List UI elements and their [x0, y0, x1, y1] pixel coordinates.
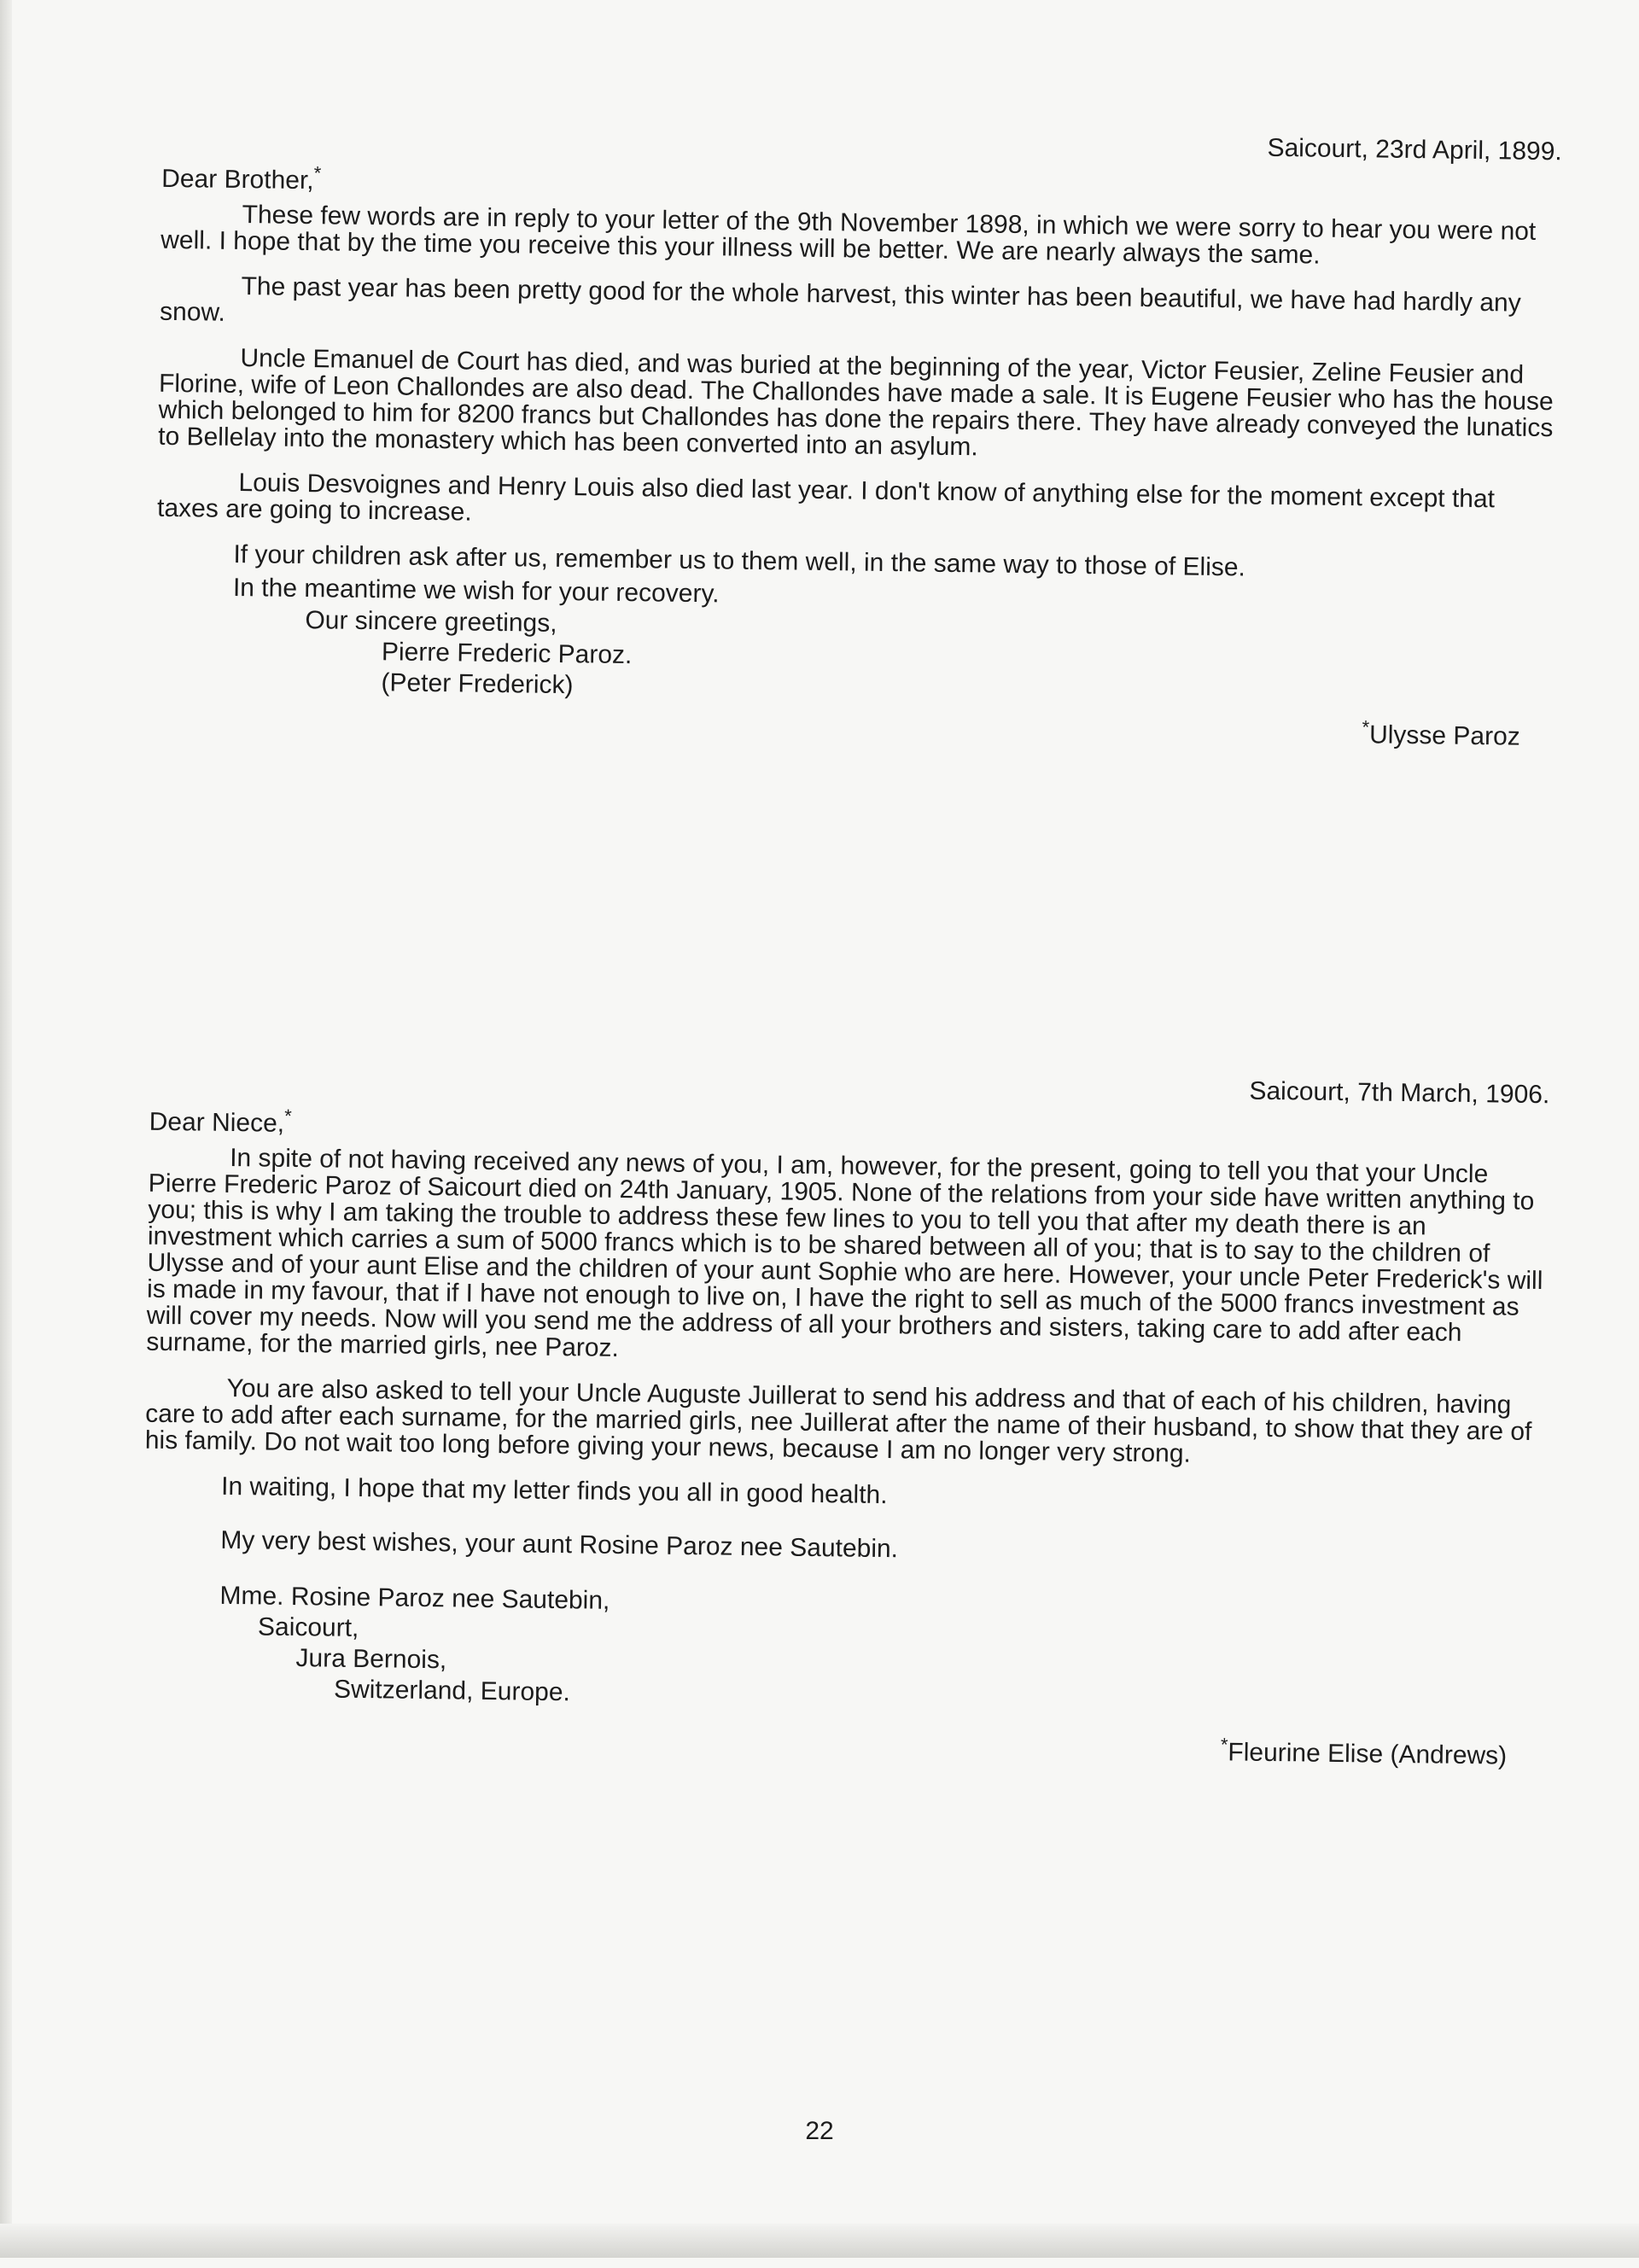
address-line: Mme. Rosine Paroz nee Sautebin,: [219, 1581, 610, 1615]
footnote-name: [141, 1720, 1541, 1771]
letter-line-recovery: In the meantime we wish for your recovery.: [232, 573, 720, 609]
letter-paragraph: You are also asked to tell your Uncle Auguste Juillerat to send his address and that of each of his children, having care to add after each surname, for the married girls, nee Juillerat after the name of their husband, to show that they are of his family. Do not wait too long before giving your news, because I am no longer very strong.: [144, 1373, 1532, 1468]
salutation-text: Dear Brother,: [160, 164, 314, 195]
address-line: Saicourt,: [257, 1612, 359, 1642]
footnote-text: Fleurine Elise (Andrews): [1228, 1738, 1508, 1770]
closing-greeting: Our sincere greetings,: [305, 606, 557, 638]
letter-paragraph: These few words are in reply to your letter of the 9th November 1898, in which we were sorry to hear you were not well. I hope that by the time you receive this your illness will be better. We are nearly always the same.: [160, 201, 1537, 270]
return-address: [219, 1581, 1543, 1721]
letter-1899: [155, 120, 1562, 752]
letter-paragraph: Uncle Emanuel de Court has died, and was buried at the beginning of the year, Victor Feusier, Zeline Feusier and Florine, wife of Leon Challondes are also dead. The Challondes have made a sale. It is Eugene Feusier who has the house which belonged to him for 8200 francs but Challondes has done the repairs there. They have already conveyed the lunatics to Bellelay into the monastery which has been converted into an asylum.: [158, 344, 1554, 462]
signature-alt: (Peter Frederick): [381, 668, 574, 700]
letter-line-waiting: In waiting, I hope that my letter finds you all in good health.: [220, 1472, 888, 1510]
letter-date: Saicourt, 7th March, 1906.: [1249, 1076, 1550, 1110]
letter-paragraph: Louis Desvoignes and Henry Louis also died last year. I don't know of anything else for the moment except that taxes are going to increase.: [156, 469, 1496, 527]
page-number: 22: [805, 2117, 834, 2145]
address-line: Jura Bernois,: [295, 1644, 447, 1675]
salutation-text: Dear Niece,: [149, 1107, 285, 1138]
footnote-marker: *: [1362, 716, 1370, 738]
letter-closing: [155, 603, 1555, 714]
footnote-text: Ulysse Paroz: [1368, 720, 1521, 751]
footnote-marker: *: [1220, 1734, 1228, 1756]
footnote-marker: *: [284, 1105, 292, 1127]
letter-line-children: If your children ask after us, remember us to them well, in the same way to those of Elise.: [233, 539, 1246, 582]
footnote-marker: *: [313, 162, 322, 184]
letter-line-wishes: My very best wishes, your aunt Rosine Paroz nee Sautebin.: [220, 1525, 899, 1564]
letter-paragraph: In spite of not having received any news of you, I am, however, for the present, going to tell you that your Uncle Pierre Frederic Paroz of Saicourt died on 24th January, 1905. None of the relations from your side have written anything to you; this is why I am taking the trouble to address these few lines to you to tell you that after my death there is an investment which carries a sum of 5000 francs which is to be shared between all of you; that is to say to the children of Ulysse and of your aunt Elise and the children of your aunt Sophie who are here. However, your uncle Peter Frederick's will is made in my favour, that if I have not enough to live on, I have the right to sell as much of the 5000 francs investment as will cover my needs. Now will you send me the address of all your brothers and sisters, taking care to add after each surname, for the married girls, nee Paroz.: [146, 1143, 1543, 1362]
letter-1906: [141, 1063, 1549, 1771]
address-line: Switzerland, Europe.: [333, 1675, 571, 1707]
signature: Pierre Frederic Paroz.: [381, 638, 633, 670]
letter-date: Saicourt, 23rd April, 1899.: [1267, 133, 1562, 166]
letter-paragraph: The past year has been pretty good for the whole harvest, this winter has been beautiful, we have had hardly any snow.: [159, 272, 1521, 327]
